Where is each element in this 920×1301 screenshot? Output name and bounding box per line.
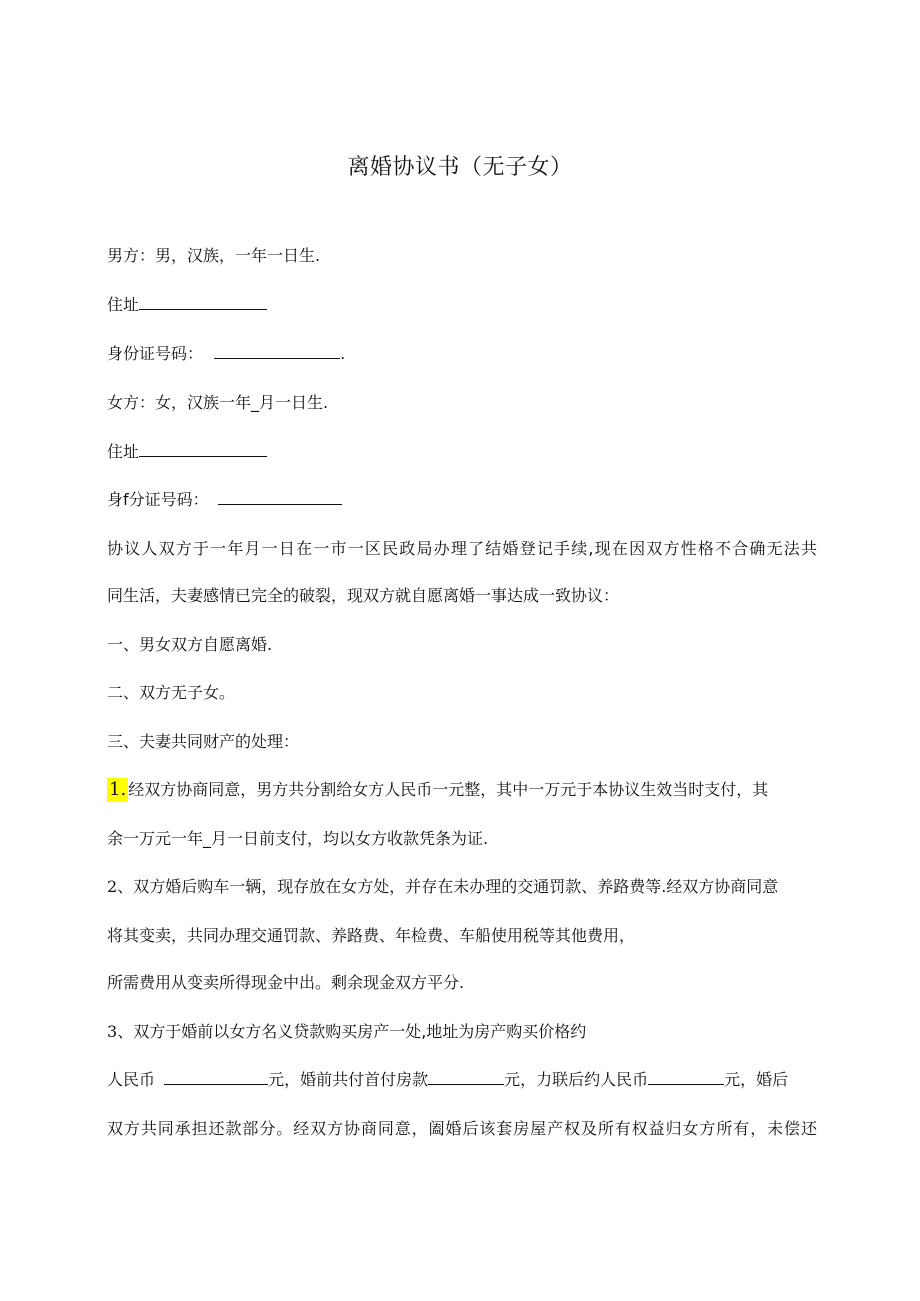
female-id-line [107, 489, 817, 511]
clause-1: 一、男女双方自愿离婚. [107, 635, 273, 654]
item-1-line-1 [107, 778, 817, 806]
item-3-loan-label: 元，力联后约人民币 [504, 1070, 649, 1089]
item-2-text-1: 、双方婚后购车一辆，现存放在女方处，并存在未办理的交通罚款、养路费等.经双方协商同意 [117, 877, 779, 896]
item-3-line-2 [107, 1069, 817, 1091]
item-3-line-3: 双方共同承担还款部分。经双方协商同意，阖婚后该套房屋产权及所有权益归女方所有，未偿还 [107, 1119, 817, 1138]
preamble-line-1: 协议人双方于一年月一日在一市一区民政局办理了结婚登记手续,现在因双方性格不合确无法共 [107, 539, 817, 558]
price-blank [164, 1069, 268, 1085]
clause-3: 三、夫妻共同财产的处理： [107, 732, 300, 751]
female-address-label: 住址 [107, 442, 140, 461]
item-3-line-1 [107, 1021, 817, 1043]
document-title: 离婚协议书（无子女） [347, 155, 573, 180]
preamble-line-2: 同生活，夫妻感情已完全的破裂，现双方就自愿离婚一事达成一致协议： [107, 586, 620, 605]
male-address-blank [139, 294, 267, 310]
male-intro: 男方：男，汉族，一年一日生. [107, 246, 321, 265]
item-1-line-2: 余一万元一年_月一日前支付，均以女方收款凭条为证. [107, 829, 489, 848]
item-2-number: 2 [107, 877, 118, 896]
item-3-rmb-label: 人民币 [107, 1070, 156, 1089]
male-address-line [107, 294, 817, 316]
item-3-text-1: 、双方于婚前以女方名义贷款购买房产一处,地址为房产购买价格约 [117, 1022, 587, 1041]
loan-blank [648, 1069, 724, 1085]
male-id-suffix: . [340, 344, 346, 363]
item-1-number: 1. [109, 779, 127, 800]
female-id-blank [218, 489, 342, 505]
item-3-downpayment-label: 元，婚前共付首付房款 [268, 1070, 429, 1089]
male-id-label: 身份证号码： [107, 344, 204, 363]
downpayment-blank [428, 1069, 504, 1085]
item-2-line-3: 所需费用从变卖所得现金中出。剩余现金双方平分. [107, 973, 465, 992]
item-2-line-1 [107, 876, 817, 898]
female-intro: 女方：女，汉族一年_月一日生. [107, 393, 329, 412]
item-2-line-2: 将其变卖，共同办理交通罚款、养路费、年检费、车船使用税等其他费用， [107, 926, 636, 945]
clause-2: 二、双方无子女。 [107, 683, 236, 702]
female-address-blank [139, 441, 267, 457]
male-id-blank [214, 343, 340, 359]
male-id-line [107, 343, 817, 365]
female-address-line [107, 441, 817, 463]
item-3-after-label: 元，婚后 [724, 1070, 789, 1089]
male-address-label: 住址 [107, 295, 140, 314]
item-3-number: 3 [107, 1022, 118, 1041]
female-id-label: 身f分证号码： [107, 490, 209, 509]
item-1-text-1: 经双方协商同意，男方共分割给女方人民币一元整，其中一万元于本协议生效当时支付，其 [128, 780, 769, 799]
